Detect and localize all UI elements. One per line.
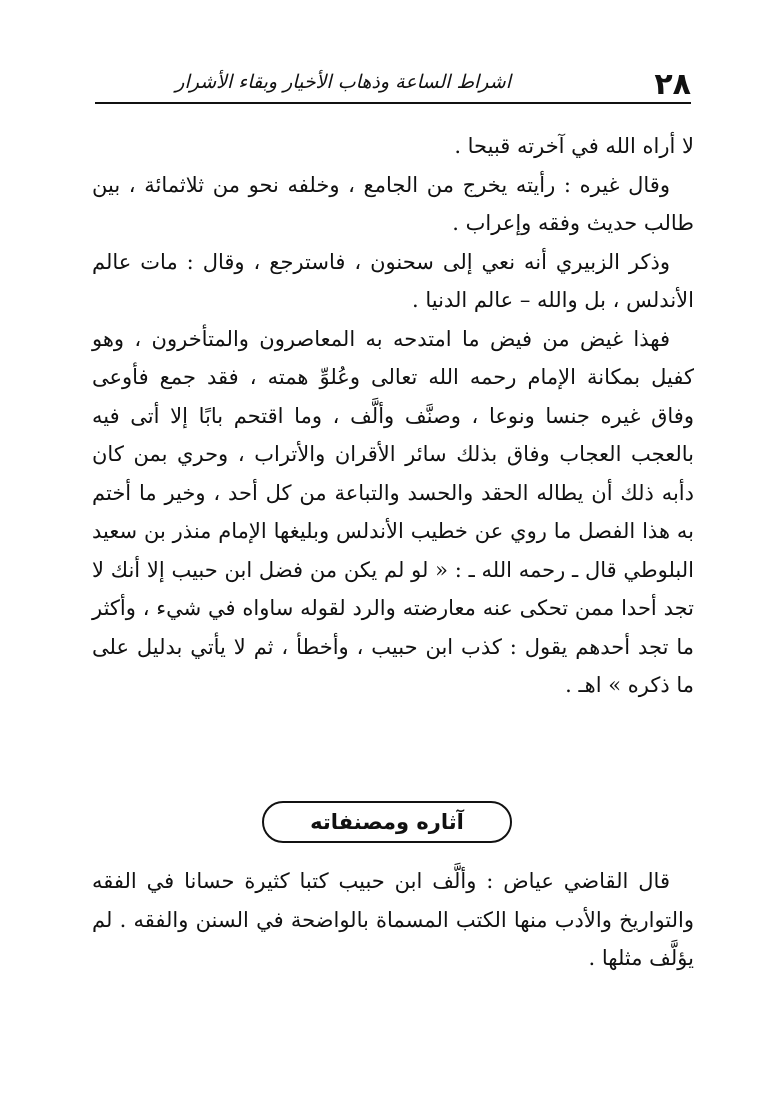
page-number: ٢٨	[654, 67, 691, 102]
paragraph: وقال غيره : رأيته يخرج من الجامع ، وخلفه نحو من ثلاثمائة ، بين طالب حديث وفقه وإعراب .	[92, 172, 694, 235]
paragraph: وذكر الزبيري أنه نعي إلى سحنون ، فاسترجع ، وقال : مات عالم الأندلس ، بل والله – عالم الدنيا .	[92, 249, 694, 312]
paragraph: فهذا غيض من فيض ما امتدحه به المعاصرون والمتأخرون ، وهو كفيل بمكانة الإمام رحمه الله تعالى وعُلوِّ همته ، فقد جمع فأوعى وفاق غيره جنسا ونوعا ، وصنَّف وألَّف ، وما اقتحم بابًا إلا أتى فيه بالعجب العجاب وفاق بذلك سائر الأقران والأتراب ، وحري بمن كان دأبه ذلك أن يطاله الحقد والحسد والتباعة من كل أحد ، وخير ما أختم به هذا الفصل ما روي عن خطيب الأندلس وبليغها الإمام منذر بن سعيد البلوطي قال ـ رحمه الله ـ : « لو لم يكن من فضل ابن حبيب إلا أنك لا تجد أحدا ممن تحكى عنه معارضته والرد لقوله ساواه في شيء ، وأكثر ما تجد أحدهم يقول : كذب ابن حبيب ، وأخطأ ، ثم لا يأتي بدليل على ما ذكره » اهـ .	[92, 326, 694, 697]
paragraph: قال القاضي عياض : وألَّف ابن حبيب كتبا كثيرة حسانا في الفقه والتواريخ والأدب منها الكتب المسماة بالواضحة في السنن والفقه . لم يؤلَّف مثلها .	[92, 869, 694, 970]
body-text-before-heading	[92, 127, 694, 705]
running-header	[95, 58, 691, 104]
section-heading: آثاره ومصنفاته	[310, 810, 464, 834]
section-heading-frame	[262, 801, 512, 843]
header-rule	[95, 102, 691, 104]
paragraph: لا أراه الله في آخرته قبيحا .	[454, 134, 694, 158]
body-text-after-heading	[92, 862, 694, 978]
book-title: اشراط الساعة وذهاب الأخيار وبقاء الأشرار	[175, 71, 511, 93]
